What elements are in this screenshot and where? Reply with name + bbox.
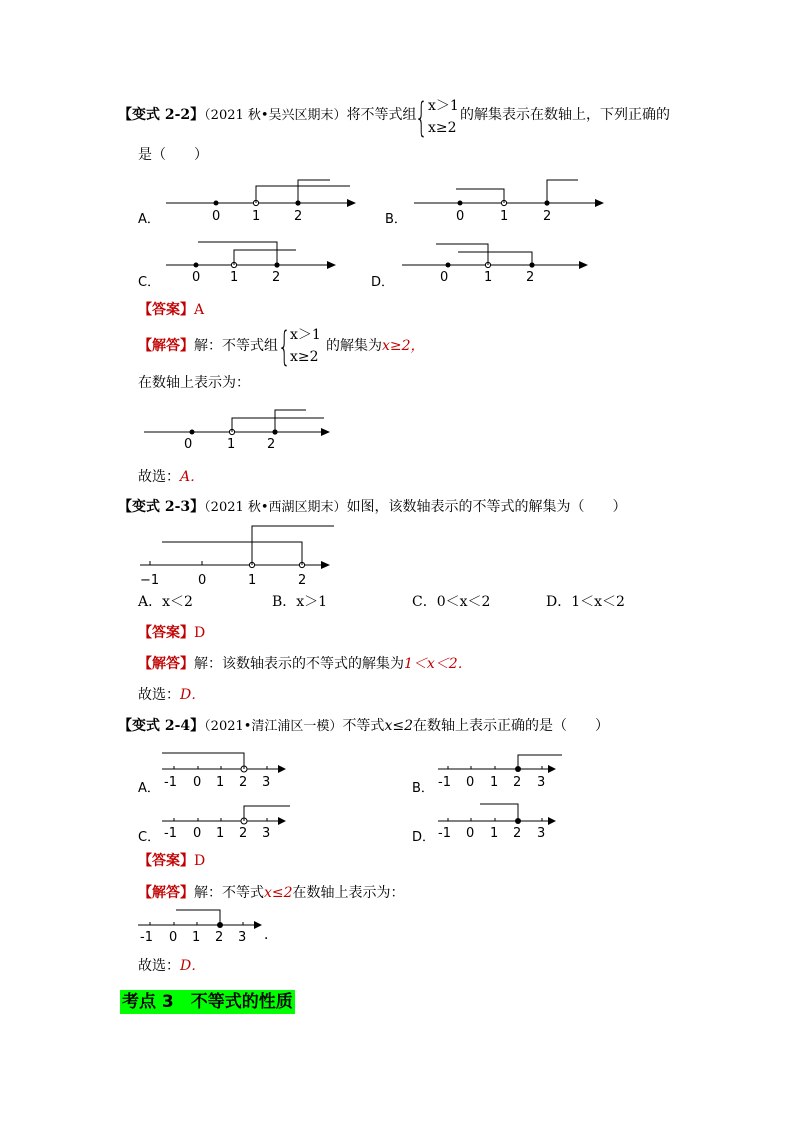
q24-option-a-numberline[interactable] <box>158 748 298 790</box>
q22-jieda-line <box>138 337 278 355</box>
q24-c-tick-0: -1 <box>164 826 177 841</box>
q24-solution-numberline <box>134 906 284 946</box>
q22-a-tick-1: 1 <box>252 209 261 224</box>
q22-option-d-numberline[interactable] <box>396 238 596 286</box>
q24-jieda-c: 在数轴上表示为： <box>292 885 405 901</box>
q22-c-tick-0: 0 <box>192 270 201 285</box>
q24-d-tick-2: 1 <box>490 826 499 841</box>
q22-d-tick-2: 2 <box>526 270 535 285</box>
q24-guxuan-line <box>138 957 205 975</box>
q24-option-b-label[interactable]: B． <box>412 781 434 796</box>
q24-option-d-label[interactable]: D． <box>412 830 436 845</box>
q24-answer-line <box>138 852 205 870</box>
q24-guxuan-val: D． <box>180 958 206 974</box>
q22-jieda-sys-1: x＞1 <box>290 327 321 343</box>
q24-sol-tick-2: 1 <box>192 930 201 945</box>
q24-c-tick-4: 3 <box>262 826 271 841</box>
q22-stem-b: 的解集表示在数轴上，下列正确的 <box>460 107 670 123</box>
q22-option-a-label[interactable]: A． <box>138 212 160 227</box>
q24-option-b-numberline[interactable] <box>434 748 574 790</box>
q22-jieda-tag: 【解答】 <box>138 338 194 354</box>
q24-d-tick-3: 2 <box>513 826 522 841</box>
q23-answer: D <box>194 625 206 641</box>
q24-sol-tick-1: 0 <box>169 930 178 945</box>
q23-jieda-line <box>138 655 472 673</box>
q24-c-tick-2: 1 <box>216 826 225 841</box>
q22-answer: A <box>194 302 205 318</box>
q22-jieda-b-line <box>326 337 425 355</box>
q24-a-tick-3: 2 <box>239 775 248 790</box>
q24-guxuan: 故选： <box>138 958 180 974</box>
q22-answer-tag: 【答案】 <box>138 302 194 318</box>
q22-sol-tick-2: 2 <box>267 437 276 452</box>
q22-solution-numberline <box>140 404 340 452</box>
q22-sol-tick-1: 1 <box>227 437 236 452</box>
q23-option-d[interactable]: D．1＜x＜2 <box>546 594 625 610</box>
q24-stem-c: 在数轴上表示正确的是（ ） <box>412 718 609 734</box>
q24-sol-tick-4: 3 <box>238 930 247 945</box>
q22-jieda-a: 解：不等式组 <box>194 338 278 354</box>
q24-solution-dot: ． <box>264 927 278 943</box>
q22-b-tick-0: 0 <box>456 209 465 224</box>
q22-jieda-b: 的解集为 <box>326 338 382 354</box>
q23-jieda-b: 1＜x＜2． <box>404 656 472 672</box>
q24-b-tick-1: 0 <box>466 775 475 790</box>
q24-a-tick-1: 0 <box>193 775 202 790</box>
q23-option-c[interactable]: C．0＜x＜2 <box>412 594 491 610</box>
q24-b-tick-0: -1 <box>438 775 451 790</box>
q23-option-a[interactable]: A．x＜2 <box>138 594 193 610</box>
q23-tick-1: 0 <box>198 573 207 588</box>
q22-guxuan: 故选： <box>138 469 180 485</box>
q23-guxuan: 故选： <box>138 687 180 703</box>
q22-option-c-label[interactable]: C． <box>138 275 161 290</box>
q22-brace-icon: { <box>415 95 428 141</box>
q24-jieda-line <box>138 884 405 902</box>
q24-a-tick-4: 3 <box>262 775 271 790</box>
q22-sys-1: x＞1 <box>428 98 459 114</box>
q24-option-a-label[interactable]: A． <box>138 781 160 796</box>
q24-d-tick-1: 0 <box>466 826 475 841</box>
q22-option-d-label[interactable]: D． <box>371 275 395 290</box>
q24-c-tick-1: 0 <box>193 826 202 841</box>
q23-answer-line <box>138 624 205 642</box>
q22-source: （2021 秋•吴兴区期末） <box>204 108 347 123</box>
q22-tag: 【变式 2-2】 <box>118 107 205 123</box>
q22-option-b-numberline[interactable] <box>408 175 608 225</box>
q22-stem-line <box>118 106 417 125</box>
q22-guxuan-line <box>138 468 204 486</box>
q24-stem-b: x≤2 <box>384 718 413 734</box>
q24-stem-line <box>118 717 609 736</box>
q24-jieda-tag: 【解答】 <box>138 885 194 901</box>
q22-c-tick-2: 2 <box>272 270 281 285</box>
q23-jieda-a: 解：该数轴表示的不等式的解集为 <box>194 656 404 672</box>
q22-a-tick-0: 0 <box>212 209 221 224</box>
q24-b-tick-4: 3 <box>537 775 546 790</box>
q22-jieda-line2: 在数轴上表示为： <box>138 375 250 391</box>
q23-numberline <box>134 522 344 588</box>
q24-c-tick-3: 2 <box>239 826 248 841</box>
q24-a-tick-2: 1 <box>216 775 225 790</box>
q24-answer-tag: 【答案】 <box>138 853 194 869</box>
q24-option-d-numberline[interactable] <box>434 799 574 841</box>
q24-answer: D <box>194 853 206 869</box>
q24-jieda-a: 解：不等式 <box>194 885 264 901</box>
q24-sol-tick-3: 2 <box>215 930 224 945</box>
q22-answer-line <box>138 301 204 319</box>
q23-stem-line <box>118 498 627 517</box>
q22-option-c-numberline[interactable] <box>160 236 340 286</box>
q23-guxuan-line <box>138 686 205 704</box>
q23-option-b[interactable]: B．x＞1 <box>272 594 328 610</box>
q22-b-tick-2: 2 <box>543 209 552 224</box>
q24-option-c-label[interactable]: C． <box>138 830 161 845</box>
q23-tick-3: 2 <box>298 573 307 588</box>
q23-tag: 【变式 2-3】 <box>118 499 205 515</box>
q23-tick-0: −1 <box>140 573 160 588</box>
q24-d-tick-0: -1 <box>438 826 451 841</box>
q22-c-tick-1: 1 <box>230 270 239 285</box>
q22-d-tick-0: 0 <box>440 270 449 285</box>
q22-sys-2: x≥2 <box>428 120 457 136</box>
q22-stem-a: 将不等式组 <box>346 107 417 123</box>
q24-source: （2021•清江浦区一模） <box>204 719 343 734</box>
q23-tick-2: 1 <box>248 573 257 588</box>
q23-answer-tag: 【答案】 <box>138 625 194 641</box>
q24-option-c-numberline[interactable] <box>158 799 298 841</box>
q23-stem: 如图，该数轴表示的不等式的解集为（ ） <box>346 499 627 515</box>
q22-option-b-label[interactable]: B． <box>385 212 407 227</box>
q23-guxuan-val: D． <box>180 687 206 703</box>
q23-source: （2021 秋•西湖区期末） <box>204 500 347 515</box>
q24-tag: 【变式 2-4】 <box>118 718 205 734</box>
q22-jieda-sys-2: x≥2 <box>290 349 319 365</box>
section-heading-kaodian-3: 考点 3 不等式的性质 <box>122 992 293 1012</box>
q24-d-tick-4: 3 <box>537 826 546 841</box>
q24-stem-a: 不等式 <box>342 718 385 734</box>
q24-jieda-b: x≤2 <box>264 885 293 901</box>
q22-d-tick-1: 1 <box>484 270 493 285</box>
q22-guxuan-val: A． <box>180 469 205 485</box>
q24-sol-tick-0: -1 <box>140 930 153 945</box>
q22-b-tick-1: 1 <box>500 209 509 224</box>
q23-jieda-tag: 【解答】 <box>138 656 194 672</box>
q22-jieda-c: x≥2， <box>382 338 425 354</box>
q22-sol-tick-0: 0 <box>184 437 193 452</box>
q24-b-tick-2: 1 <box>490 775 499 790</box>
q24-a-tick-0: -1 <box>164 775 177 790</box>
q22-option-a-numberline[interactable] <box>160 175 360 225</box>
q24-b-tick-3: 2 <box>513 775 522 790</box>
q22-a-tick-2: 2 <box>294 209 303 224</box>
q22-stem-c: 是（ ） <box>138 147 208 163</box>
q22-jieda-brace-icon: { <box>278 324 291 370</box>
